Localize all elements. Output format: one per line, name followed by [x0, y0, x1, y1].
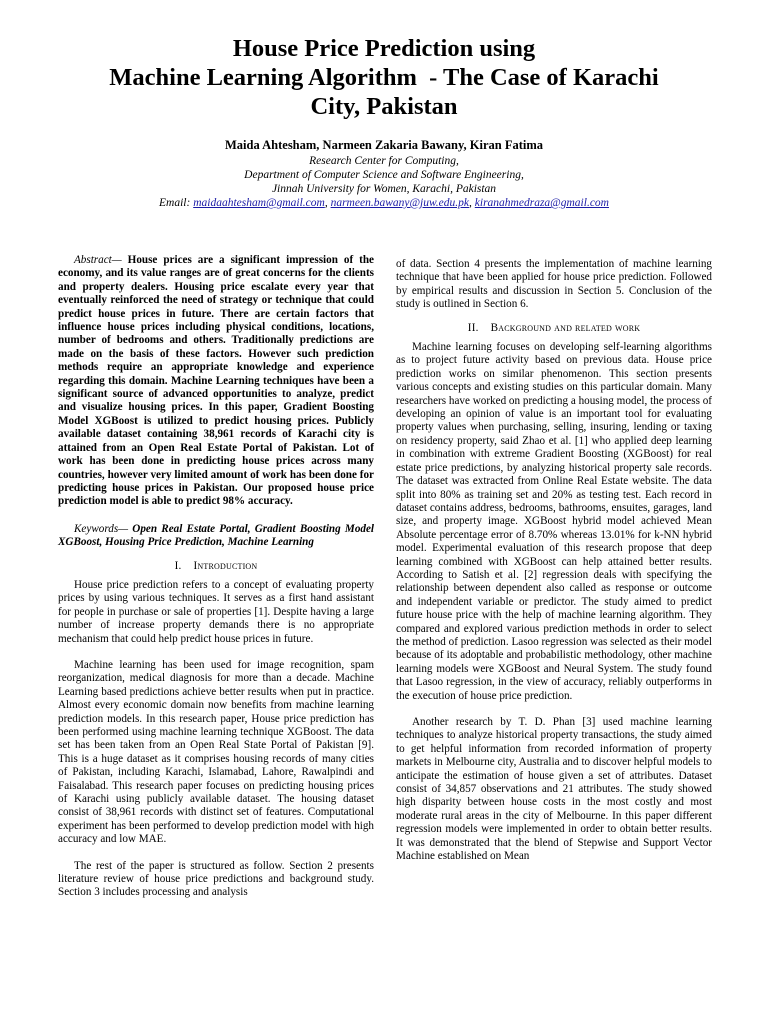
- email-link-1[interactable]: maidaahtesham@gmail.com: [193, 197, 325, 209]
- section-1-number: I.: [174, 559, 182, 572]
- author-list: Maida Ahtesham, Narmeen Zakaria Bawany, Kiran Fatima: [224, 138, 544, 152]
- keywords-lead: Keywords—: [74, 522, 129, 535]
- keywords-text: Open Real Estate Portal, Gradient Boosting Model XGBoost, Housing Price Prediction, Machine Learning: [58, 522, 374, 549]
- keywords: [58, 523, 374, 550]
- abstract-lead: Abstract—: [74, 254, 122, 266]
- section-2-title: Background and related work: [490, 321, 641, 334]
- email-link-2[interactable]: narmeen.bawany@juw.edu.pk: [330, 197, 470, 209]
- abstract: [58, 254, 374, 509]
- email-label: Email:: [159, 197, 194, 209]
- abstract-text: House prices are a significant impression of the economy, and its value ranges are of great concerns for the clients and property dealers. Housing price escalate every year that eventually reinforced the need of strategy or technique that could predict house prices in future. There are certain factors that influence house prices including physical conditions, locations, number of bedrooms and others. Traditionally predictions are made on the basis of these factors. However such prediction methods require an appropriate knowledge and experience regarding this domain. Machine Learning techniques have been a significant source of advanced opportunities to analyze, predict and visualize housing prices. In this paper, Gradient Boosting Model XGBoost is utilized to predict housing prices. Publicly available dataset containing 38,961 records of Karachi city is attained from an Open Real Estate Portal of Pakistan. Lot of work has been done in predicting house prices across many countries, however very limited amount of work has been done for predicting house prices in Pakistan. Our proposed house price prediction model is able to predict 98% accuracy.: [58, 254, 374, 508]
- intro-paragraph-2: Machine learning has been used for image recognition, spam reorganization, medical diagnosis for more than a decade. Machine Learning based predictions achieve better results when put in practice. Almost every economic domain now benefits from machine learning prediction models. In this research paper, House price prediction has been performed using machine learning technique XGBoost. The data set has been taken from an Open Real State Portal of Pakistan [9]. This is a huge dataset as it comprises housing records of many cities of Pakistan, including Karachi, Islamabad, Lahore, Rawalpindi and Faisalabad. This research paper focuses on predicting housing prices of Karachi using publicly available dataset. The housing dataset consist of 38,961 records with distinct set of features. Computational experiment has been performed to develop prediction model with high accuracy and low MAE.: [58, 658, 374, 846]
- left-column: [58, 254, 374, 900]
- intro-paragraph-3: The rest of the paper is structured as follow. Section 2 presents literature review of house price predictions and background study. Section 3 includes processing and analysis: [58, 859, 374, 899]
- intro-continuation: of data. Section 4 presents the implementation of machine learning technique that have been applied for house price prediction. Followed by empirical results and discussion in Section 5. Conclusion of the study is outlined in Section 6.: [396, 258, 712, 311]
- email-separator: ,: [469, 197, 475, 209]
- background-paragraph-1: Machine learning focuses on developing self-learning algorithms as to project future activity based on previous data. House price prediction works on similar phenomenon. This section presents various concepts and existing studies on this particular domain. Many researchers have worked on predicting a housing model, the process of developing an opinion of value is an important tool for evaluating property values when purchasing, selling, insuring, lending or taxing on residency property, said Zhao et al. [1] who applied deep learning in combination with extreme Gradient Boosting (XGBoost) for real estate price predictions, by analyzing historical property sale records. The dataset was extracted from Online Real Estate website. The data split into 80% as training set and 20% as testing test. Each record in dataset contains address, bedrooms, bathrooms, ensuites, garages, land size, and property image. XGBoost hybrid model achieved Mean Absolute percentage error of 8.70% whereas 13.01% for k-NN hybrid model. Experimental evaluation of this research propose that deep learning combined with XGBoost can help attained better results. According to Satish et al. [2] regression deals with specifying the relationship between dependent also called as response or outcome and independent variable or predictor. The study aimed to predict future house price with the help of machine learning algorithm. They compared and explored various prediction methods in order to select the method of prediction. Lasoo regression was selected as their model because of its adoptable and probabilistic methodology, other machine learning models were XGBoost and Neural System. The study found that Lasoo regression, in the view of accuracy, reliably outperforms in the execution of house price prediction.: [396, 341, 712, 702]
- affiliation-center: Research Center for Computing,: [309, 155, 459, 167]
- email-line: [40, 196, 728, 210]
- section-2-heading: [396, 322, 712, 335]
- affiliation-department: Department of Computer Science and Software Engineering,: [244, 169, 524, 181]
- email-link-3[interactable]: kiranahmedraza@gmail.com: [474, 197, 609, 209]
- title-line-2: Machine Learning Algorithm - The Case of Karachi: [109, 64, 659, 91]
- section-1-heading: [58, 560, 374, 573]
- paper-title: [40, 34, 728, 121]
- email-separator: ,: [324, 197, 331, 209]
- title-line-3: City, Pakistan: [310, 93, 458, 120]
- section-1-title: Introduction: [193, 559, 258, 572]
- intro-paragraph-1: House price prediction refers to a concept of evaluating property prices by using various techniques. It serves as a first hand assistant for people in purchase or sale of properties [1]. Despite having a large number of increase property demands there is no appropriate mechanism that could help predict house prices in future.: [58, 578, 374, 645]
- background-paragraph-2: Another research by T. D. Phan [3] used machine learning techniques to analyze historical property transactions, the study aimed to get helpful information from recorded information of property markets in Melbourne city, Australia and to discover helpful models to anticipate the estimation of house given a set of attributes. Dataset consist of 34,857 observations and 21 attributes. The study showed high disparity between house costs in the most costly and most moderate rural areas in the city of Melbourne. In this paper different regression models were implemented in order to obtain better results. It was demonstrated that the blend of Stepwise and Support Vector Machine established on Mean: [396, 716, 712, 863]
- section-2-number: II.: [467, 321, 479, 334]
- affiliation-university: Jinnah University for Women, Karachi, Pakistan: [271, 183, 497, 195]
- right-column: [396, 258, 712, 863]
- title-line-1: House Price Prediction using: [232, 35, 536, 62]
